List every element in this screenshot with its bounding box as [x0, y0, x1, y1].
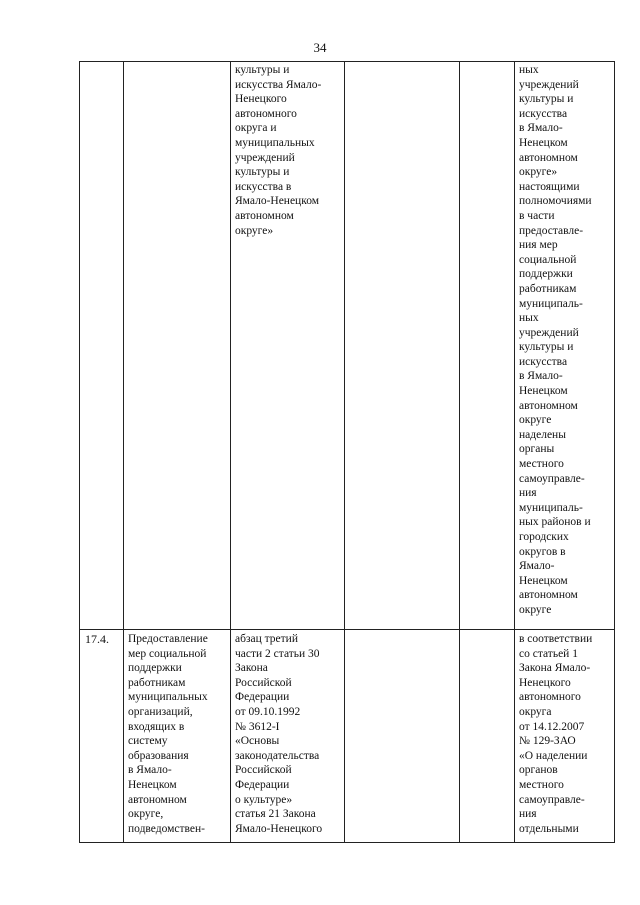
row-number-cell: 17.4. — [85, 632, 109, 646]
page-number: 34 — [313, 40, 327, 55]
measure-name-cell: Предоставление мер социальной поддержки работникам муниципальных организаций, входящих в систему образования в Ямало- Ненецком автономном округе, подведомствен- — [128, 633, 208, 835]
column-border — [459, 61, 460, 843]
delegation-cell: ных учреждений культуры и искусства в Ямало- Ненецком автономном округе» настоящими полномочиями в части предоставле- ния мер социальной поддержки работникам муниципаль- ных учреждений культуры и искусства в Ямало- Ненецком автономном округе наделены органы местного самоуправле- ния муниципаль- ных районов и городских округов в Ямало- Ненецком автономном округе — [519, 64, 592, 616]
table-top-border — [79, 61, 615, 62]
row-divider — [79, 629, 615, 630]
column-border — [344, 61, 345, 843]
column-border — [123, 61, 124, 843]
column-border — [614, 61, 615, 843]
column-border — [514, 61, 515, 843]
table-bottom-border — [79, 842, 615, 843]
column-border — [79, 61, 80, 843]
legal-basis-cell: культуры и искусства Ямало- Ненецкого автономного округа и муниципальных учреждений культуры и искусства в Ямало-Ненецком автономном округе» — [235, 64, 322, 237]
column-border — [230, 61, 231, 843]
delegation-cell: в соответствии со статьей 1 Закона Ямало- Ненецкого автономного округа от 14.12.2007 № 129-ЗАО «О наделении органов местного самоуправле- ния отдельными — [519, 633, 593, 835]
legal-basis-cell: абзац третий части 2 статьи 30 Закона Российской Федерации от 09.10.1992 № 3612-I «Основы законодательства Российской Федерации о культуре» статья 21 Закона Ямало-Ненецкого — [235, 633, 323, 835]
data-table — [79, 61, 615, 843]
